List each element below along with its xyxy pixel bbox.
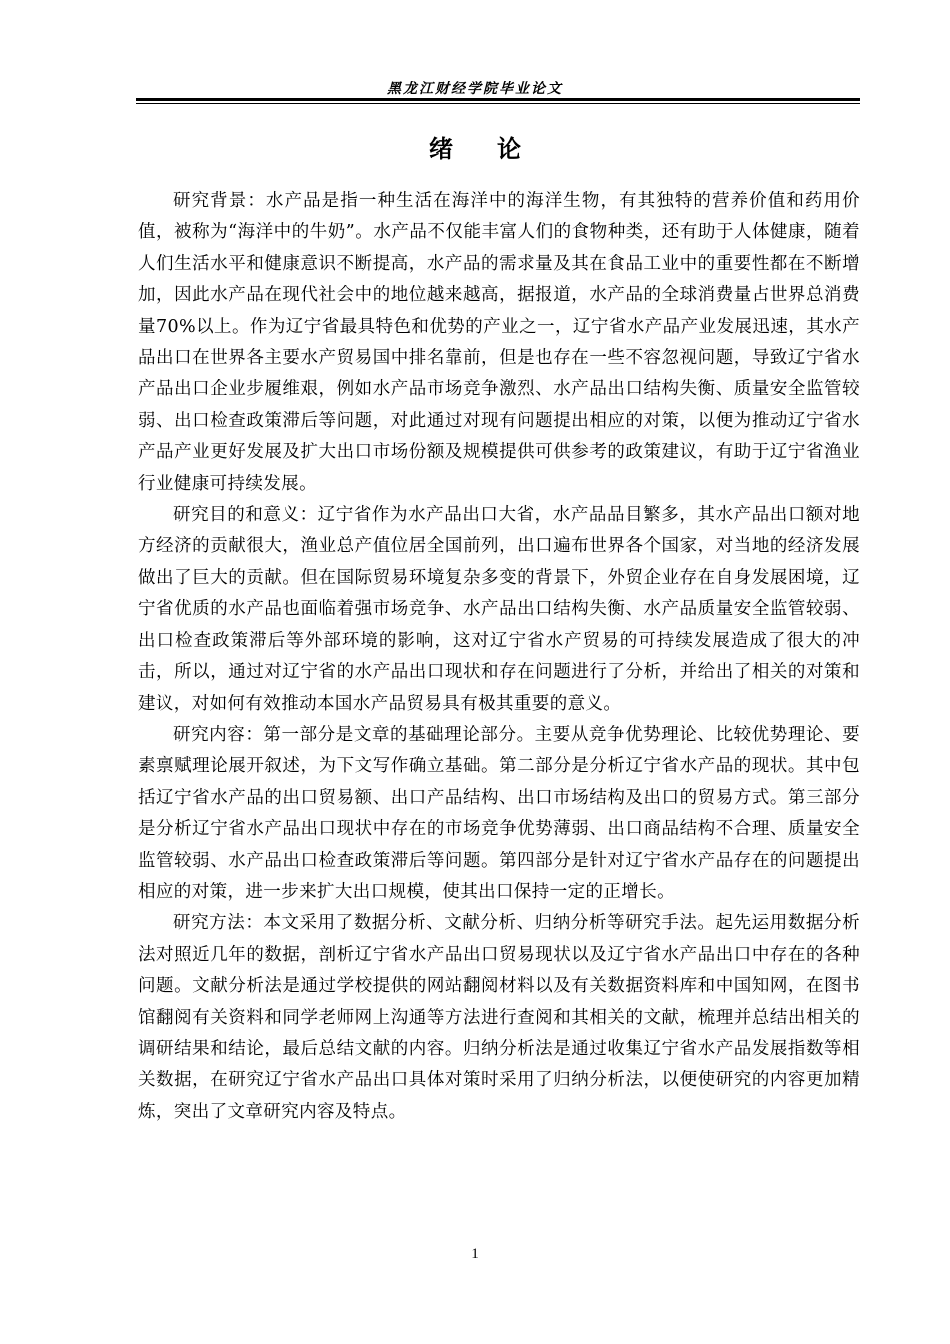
chapter-title: 绪论 bbox=[429, 135, 565, 163]
body-text bbox=[138, 186, 860, 1128]
header-rule-thick bbox=[136, 98, 860, 101]
header-rule-thin bbox=[136, 103, 860, 104]
page-number: 1 bbox=[471, 1246, 479, 1262]
paragraph-research-content: 研究内容：第一部分是文章的基础理论部分。主要从竞争优势理论、比较优势理论、要素禀赋理论展开叙述，为下文写作确立基础。第二部分是分析辽宁省水产品的现状。其中包括辽宁省水产品的出口贸易额、出口产品结构、出口市场结构及出口的贸易方式。第三部分是分析辽宁省水产品出口现状中存在的市场竞争优势薄弱、出口商品结构不合理、质量安全监管较弱、水产品出口检查政策滞后等问题。第四部分是针对辽宁省水产品存在的问题提出相应的对策，进一步来扩大出口规模，使其出口保持一定的正增长。 bbox=[138, 724, 860, 902]
paragraph-research-purpose: 研究目的和意义：辽宁省作为水产品出口大省，水产品品目繁多，其水产品出口额对地方经济的贡献很大，渔业总产值位居全国前列，出口遍布世界各个国家，对当地的经济发展做出了巨大的贡献。但在国际贸易环境复杂多变的背景下，外贸企业存在自身发展困境，辽宁省优质的水产品也面临着强市场竞争、水产品出口结构失衡、水产品质量安全监管较弱、出口检查政策滞后等外部环境的影响，这对辽宁省水产贸易的可持续发展造成了很大的冲击，所以，通过对辽宁省的水产品出口现状和存在问题进行了分析，并给出了相关的对策和建议，对如何有效推动本国水产品贸易具有极其重要的意义。 bbox=[138, 505, 860, 714]
paragraph-research-method: 研究方法：本文采用了数据分析、文献分析、归纳分析等研究手法。起先运用数据分析法对照近几年的数据，剖析辽宁省水产品出口贸易现状以及辽宁省水产品出口中存在的各种问题。文献分析法是通过学校提供的网站翻阅材料以及有关数据资料库和中国知网，在图书馆翻阅有关资料和同学老师网上沟通等方法进行查阅和其相关的文献，梳理并总结出相关的调研结果和结论，最后总结文献的内容。归纳分析法是通过收集辽宁省水产品发展指数等相关数据，在研究辽宁省水产品出口具体对策时采用了归纳分析法，以便使研究的内容更加精炼，突出了文章研究内容及特点。 bbox=[138, 913, 860, 1122]
paragraph-research-background: 研究背景：水产品是指一种生活在海洋中的海洋生物，有其独特的营养价值和药用价值，被称为“海洋中的牛奶”。水产品不仅能丰富人们的食物种类，还有助于人体健康，随着人们生活水平和健康意识不断提高，水产品的需求量及其在食品工业中的重要性都在不断增加，因此水产品在现代社会中的地位越来越高，据报道，水产品的全球消费量占世界总消费量70%以上。作为辽宁省最具特色和优势的产业之一，辽宁省水产品产业发展迅速，其水产品出口在世界各主要水产贸易国中排名靠前，但是也存在一些不容忽视问题，导致辽宁省水产品出口企业步履维艰，例如水产品市场竞争激烈、水产品出口结构失衡、质量安全监管较弱、出口检查政策滞后等问题，对此通过对现有问题提出相应的对策，以便为推动辽宁省水产品产业更好发展及扩大出口市场份额及规模提供可供参考的政策建议，有助于辽宁省渔业行业健康可持续发展。 bbox=[138, 191, 860, 494]
running-header-title: 黑龙江财经学院毕业论文 bbox=[387, 81, 563, 97]
